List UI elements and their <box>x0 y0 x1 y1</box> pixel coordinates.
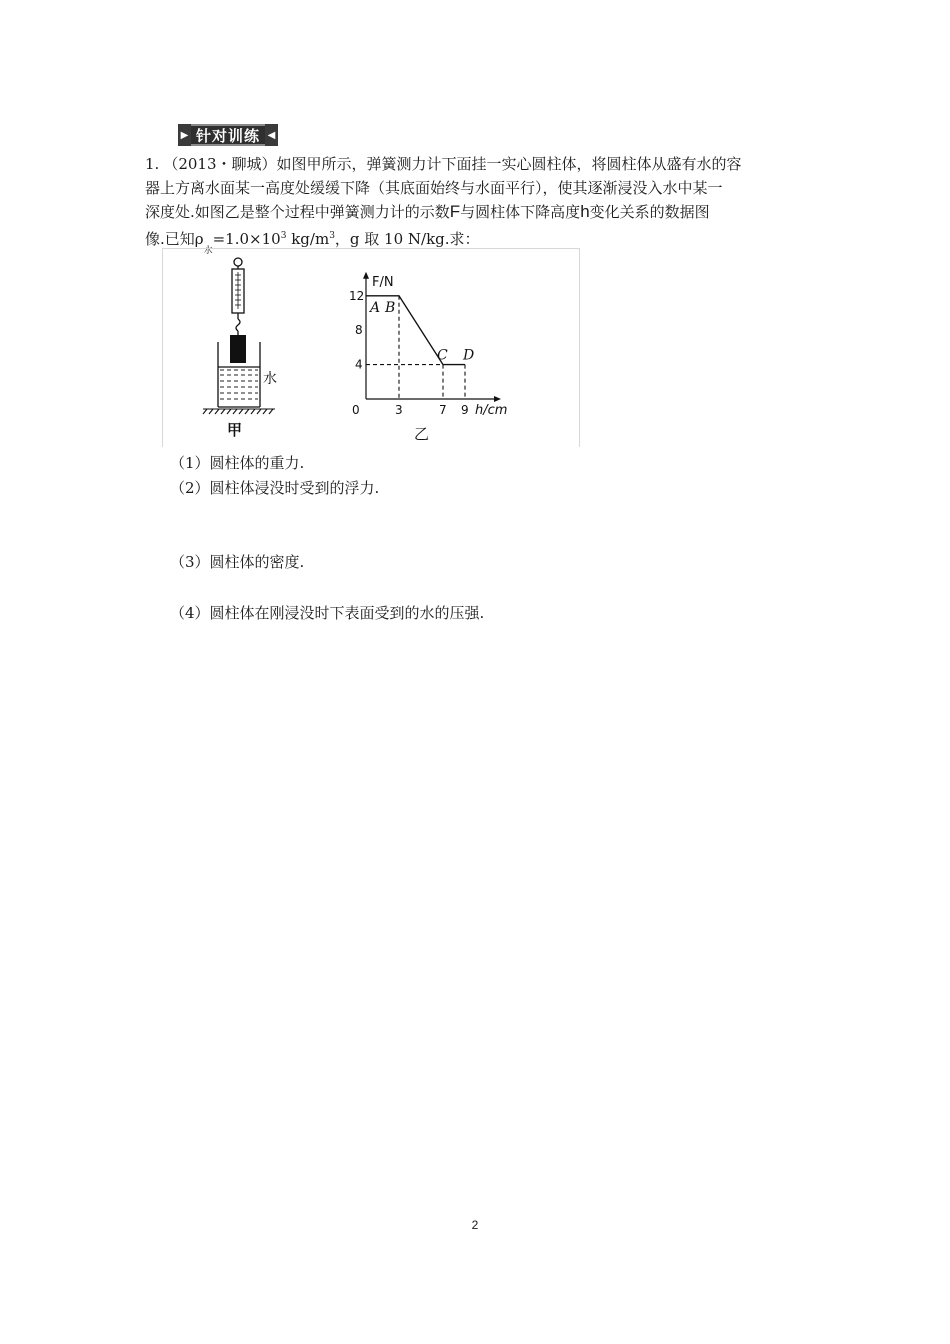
right-triangle-icon: ▶ <box>178 124 191 146</box>
figure-panel <box>162 248 580 447</box>
x-tick-label: 3 <box>395 403 403 417</box>
spring-scale-apparatus <box>232 258 244 335</box>
section-banner-label: 针对训练 <box>191 124 265 146</box>
ground-hatch <box>203 409 275 414</box>
page-number: 2 <box>471 1218 479 1232</box>
figure-left-label: 甲 <box>227 421 243 439</box>
x-tick-label: 7 <box>439 403 447 417</box>
y-tick-label: 12 <box>349 288 365 303</box>
force-height-chart <box>349 272 507 418</box>
subquestion-2: （2）圆柱体浸没时受到的浮力. <box>170 479 380 497</box>
question-line-1: 1. （2013・聊城）如图甲所示，弹簧测力计下面挂一实心圆柱体，将圆柱体从盛有水的容 <box>145 155 742 173</box>
y-tick-label: 4 <box>355 357 363 372</box>
y-tick-label: 8 <box>355 323 363 338</box>
figure-right-label: 乙 <box>414 425 430 443</box>
water-dashes <box>220 370 258 399</box>
x-tick-label: 9 <box>461 403 469 417</box>
point-label-C: C <box>437 347 448 364</box>
figure-svg <box>163 249 579 447</box>
question-number: 1. <box>145 155 160 173</box>
x-axis-label: h/cm <box>475 403 508 418</box>
series-line <box>366 296 465 365</box>
question-line-3: 深度处.如图乙是整个过程中弹簧测力计的示数F与圆柱体下降高度h变化关系的数据图 <box>145 202 710 221</box>
point-label-B: B <box>385 299 396 316</box>
water-label: 水 <box>263 371 277 387</box>
cylinder-block <box>230 335 246 363</box>
subquestion-3: （3）圆柱体的密度. <box>170 553 305 571</box>
y-axis-label: F/N <box>372 274 394 290</box>
question-line-4: 像.已知$\rho_水=1.0\times 10^3$ $kg/m^3$，g 取 10 N/kg.求： <box>145 230 480 256</box>
question-text <box>145 152 825 254</box>
subquestion-1: （1）圆柱体的重力. <box>170 454 305 472</box>
x-tick-label: 0 <box>352 403 360 417</box>
subquestion-4: （4）圆柱体在刚浸没时下表面受到的水的压强. <box>170 604 485 622</box>
section-banner <box>178 124 278 146</box>
x-axis-arrow <box>494 396 501 402</box>
left-triangle-icon: ◀ <box>265 124 278 146</box>
point-label-D: D <box>463 347 475 364</box>
point-label-A: A <box>370 299 381 316</box>
question-line-2: 器上方离水面某一高度处缓缓下降（其底面始终与水面平行），使其逐渐浸没入水中某一 <box>145 179 723 197</box>
y-axis-arrow <box>363 272 369 279</box>
